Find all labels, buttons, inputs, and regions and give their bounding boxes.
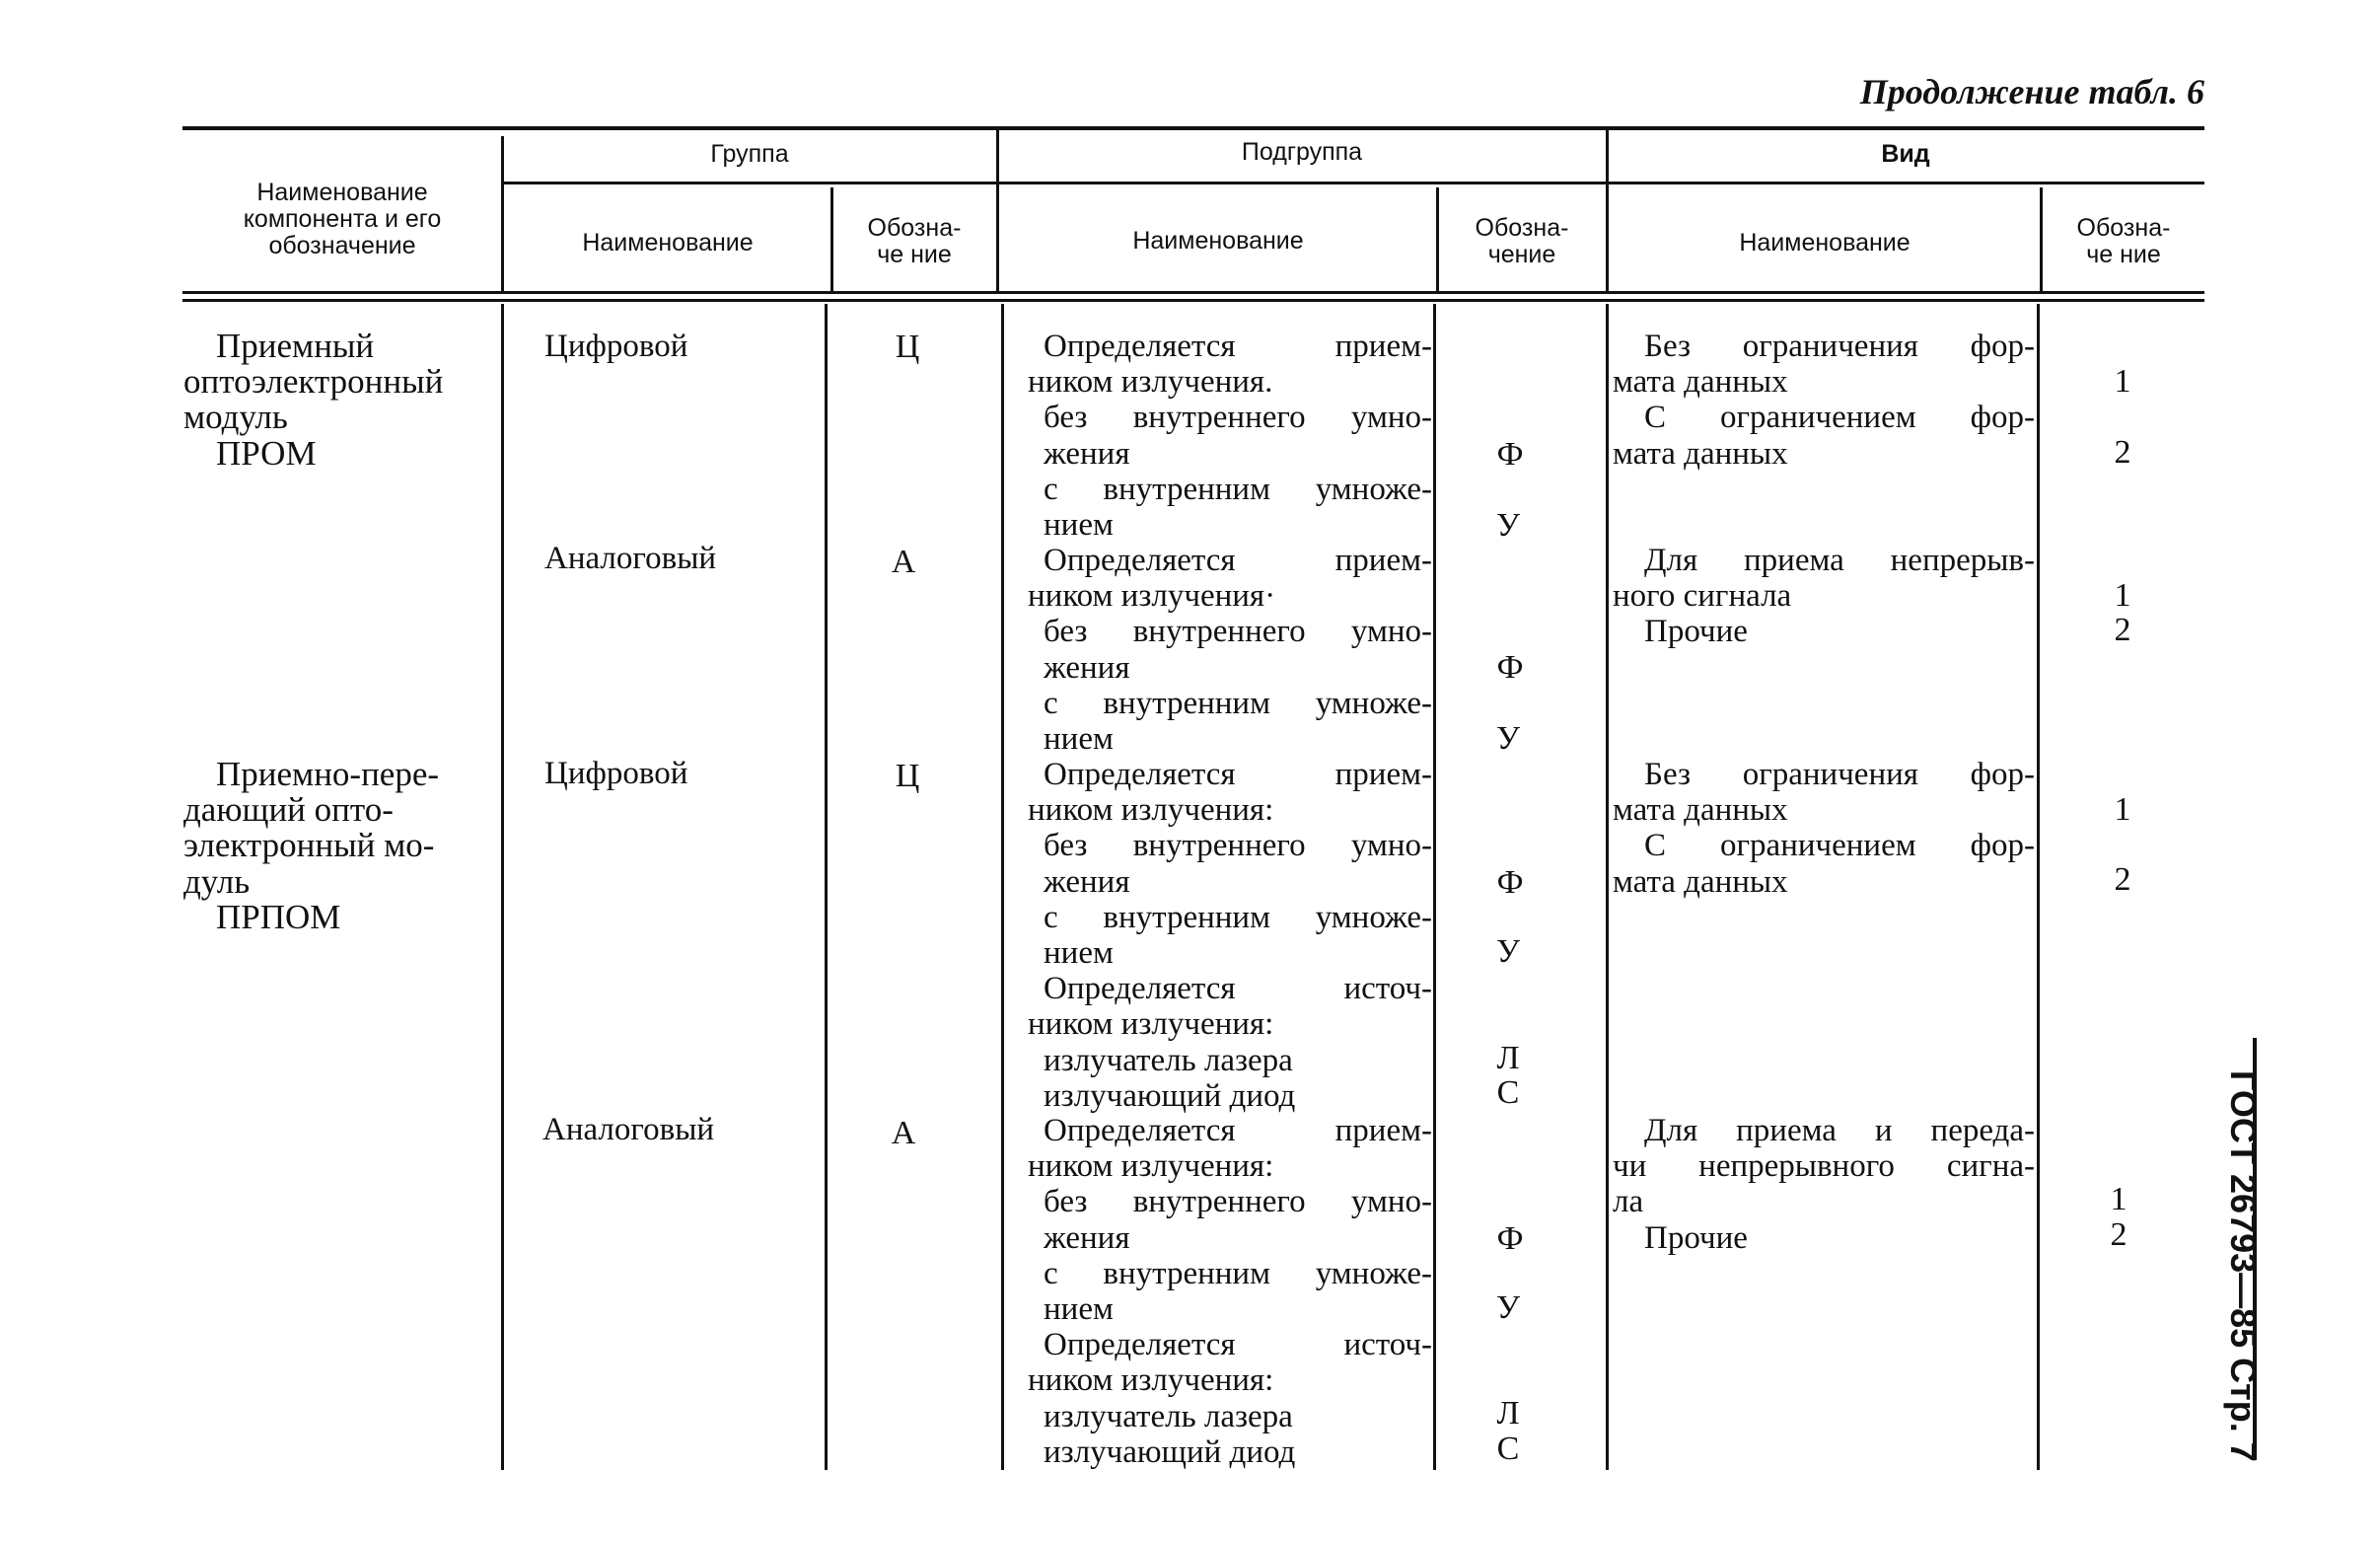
col-divider-2-body	[825, 304, 828, 1470]
table-top-rule	[182, 126, 2204, 130]
col-divider-5	[1606, 130, 1609, 291]
group-name: Цифровой	[544, 329, 688, 364]
header-sub-rule-kind	[1608, 182, 2204, 184]
subgroup-block-2: Определяется прием- ником излучения· без внутреннего умно- жения с внутренним умноже- нием	[1028, 543, 1432, 757]
header-subgroup-code: Обозна- чение	[1475, 214, 1569, 268]
kind-code: 1	[2110, 1181, 2128, 1217]
header-group-name: Наименование	[582, 229, 754, 257]
header-component: Наименование компонента и его обозначение	[243, 179, 442, 259]
document-page-label: ГОСТ 26793—85 Стр. 7	[2223, 1070, 2264, 1462]
header-group-code: Обозна- че ние	[867, 214, 962, 268]
header-group: Группа	[710, 140, 789, 168]
group-code: Ц	[895, 758, 920, 794]
subgroup-code: С	[1496, 1431, 1520, 1467]
group-code: Ц	[895, 329, 920, 365]
header-kind-code: Обозна- че ние	[2076, 214, 2171, 268]
kind-code: 2	[2114, 434, 2131, 471]
col-divider-6-body	[2037, 304, 2040, 1470]
subgroup-code: У	[1495, 1289, 1521, 1326]
kind-block-2: Для приема непрерыв- ного сигнала Прочие	[1613, 543, 2035, 650]
kind-code: 2	[2110, 1216, 2128, 1253]
col-divider-4-body	[1433, 304, 1436, 1470]
header-sub-rule-subgroup	[998, 182, 1606, 184]
component-prom: Приемный оптоэлектронный модуль ПРОМ	[183, 327, 444, 473]
group-name: Цифровой	[544, 756, 688, 791]
kind-block-4: Для приема и переда- чи непрерывного сигна- ла Прочие	[1613, 1113, 2035, 1256]
subgroup-code: Ф	[1496, 436, 1524, 473]
kind-block-1: Без ограничения фор- мата данных С ограничением фор- мата данных	[1613, 329, 2035, 472]
group-code: А	[891, 1115, 916, 1151]
col-divider-2	[830, 187, 833, 291]
header-subgroup: Подгруппа	[1241, 138, 1363, 166]
col-divider-4	[1436, 187, 1439, 291]
subgroup-code: Л	[1496, 1395, 1520, 1432]
subgroup-code: Л	[1496, 1040, 1520, 1076]
subgroup-code: У	[1495, 507, 1521, 544]
subgroup-code: У	[1495, 720, 1521, 757]
subgroup-code: Ф	[1496, 1220, 1524, 1257]
col-divider-3	[996, 130, 999, 291]
subgroup-code: С	[1496, 1074, 1520, 1111]
header-bottom-rule-2	[182, 299, 2204, 302]
subgroup-block-1: Определяется прием- ником излучения. без внутреннего умно- жения с внутренним умноже- нием	[1028, 329, 1432, 543]
col-divider-6	[2040, 187, 2043, 291]
kind-code: 1	[2114, 577, 2131, 614]
group-name: Аналоговый	[544, 541, 717, 576]
header-kind: Вид	[1881, 140, 1930, 168]
group-code: А	[891, 544, 916, 580]
kind-code: 1	[2114, 363, 2131, 400]
component-prpom: Приемно-пере- дающий опто- электронный мо- дуль ПРПОМ	[183, 755, 440, 936]
subgroup-code: Ф	[1496, 864, 1524, 901]
kind-block-3: Без ограничения фор- мата данных С ограничением фор- мата данных	[1613, 757, 2035, 900]
table-continuation-caption: Продолжение табл. 6	[1859, 72, 2204, 111]
col-divider-1-body	[501, 304, 504, 1470]
col-divider-3-body	[1001, 304, 1004, 1470]
header-bottom-rule-1	[182, 291, 2204, 294]
col-divider-5-body	[1606, 304, 1609, 1470]
header-subgroup-name: Наименование	[1132, 227, 1304, 255]
kind-code: 2	[2114, 612, 2131, 648]
kind-code: 2	[2114, 861, 2131, 898]
subgroup-block-4: Определяется прием- ником излучения: без внутреннего умно- жения с внутренним умноже- нием Определяется источ- ником излучения: излучатель лазера излучающий диод	[1028, 1113, 1432, 1470]
header-sub-rule-group	[503, 182, 996, 184]
subgroup-block-3: Определяется прием- ником излучения: без внутреннего умно- жения с внутренним умноже- нием Определяется источ- ником излучения: излучатель лазера излучающий диод	[1028, 757, 1432, 1114]
subgroup-code: У	[1495, 933, 1521, 970]
group-name: Аналоговый	[542, 1112, 715, 1147]
col-divider-1	[501, 136, 504, 291]
kind-code: 1	[2114, 791, 2131, 828]
subgroup-code: Ф	[1496, 649, 1524, 686]
header-kind-name: Наименование	[1739, 229, 1911, 257]
